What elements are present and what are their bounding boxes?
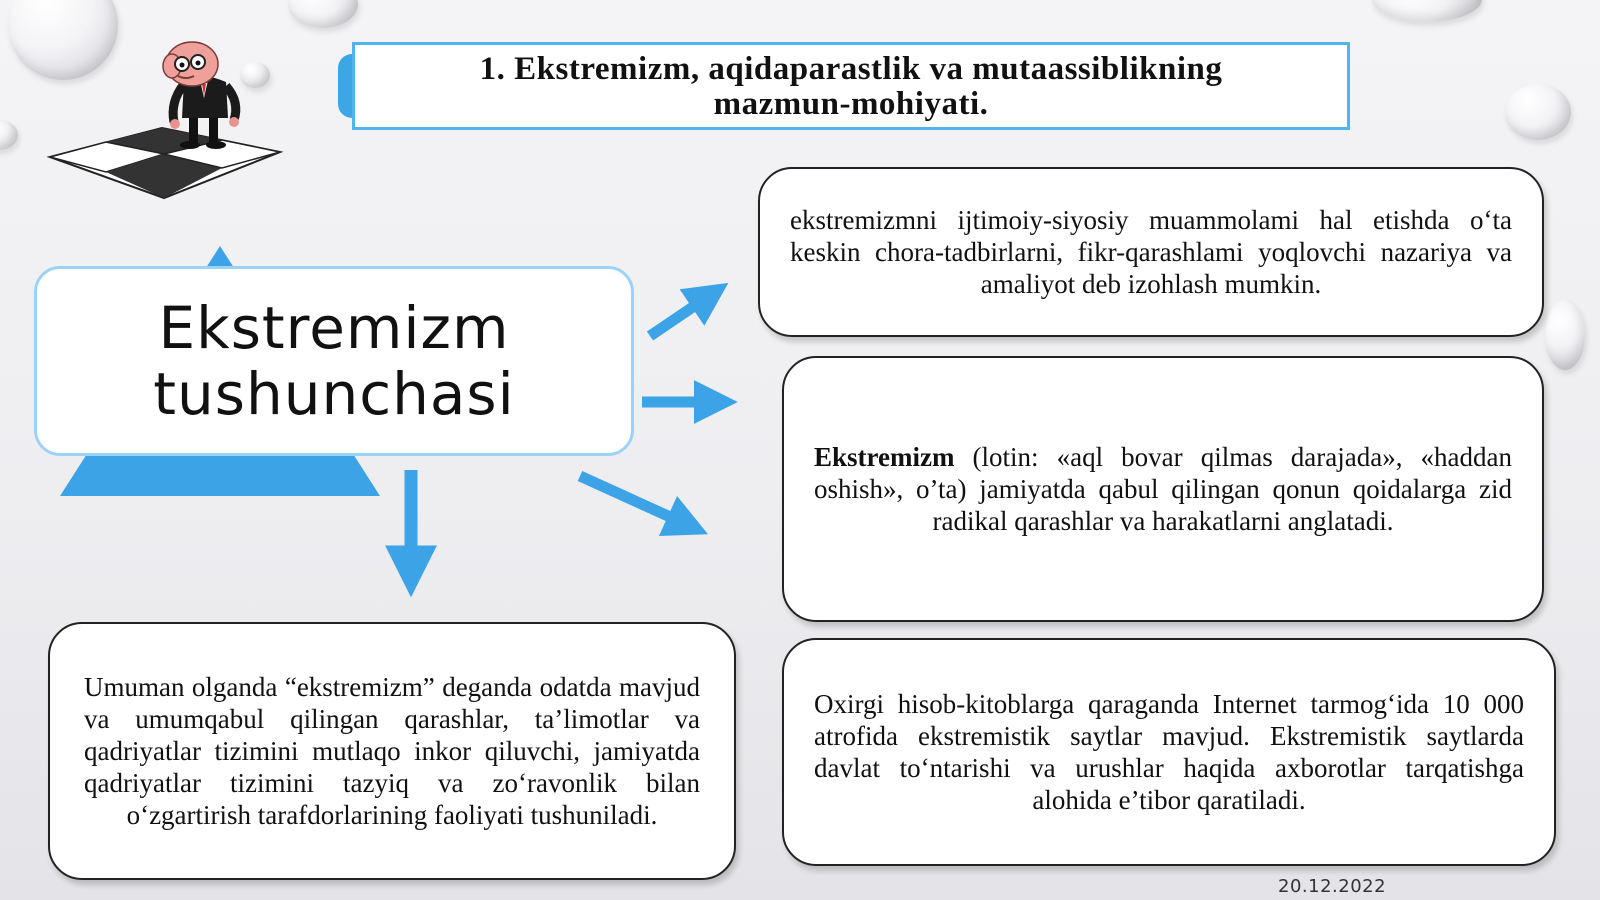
concept-title-line2: tushunchasi — [153, 360, 515, 428]
definition-term: Ekstremizm — [814, 442, 955, 472]
definition-box-bottom-left — [48, 622, 736, 880]
definition-box-top-right — [758, 167, 1544, 337]
statistic-box-bottom-right — [782, 638, 1556, 866]
definition-box-middle-right — [782, 356, 1544, 622]
definition-paragraph — [814, 441, 1512, 537]
slide-title-line1: 1. Ekstremizm, aqidaparastlik va mutaassiblikning — [479, 51, 1223, 87]
definition-text: (lotin: «aql bovar qilmas darajada», «haddan oshish», o’ta) jamiyatda qabul qilingan qonun qoidalarga zid radikal qarashlar va harakatlarni anglatadi. — [814, 442, 1512, 536]
statistic-text: Oxirgi hisob-kitoblarga qaraganda Internet tarmog‘ida 10 000 atrofida ekstremistik saytlar mavjud. Ekstremistik saytlarda davlat to‘ntarishi va urushlar haqida axborotlar tarqatishga alohida e’tibor qaratiladi. — [814, 689, 1524, 815]
slide-date: 20.12.2022 — [1278, 876, 1387, 897]
definition-text: ekstremizmni ijtimoiy-siyosiy muammolami hal etishda o‘ta keskin chora-tadbirlarni, fikr-qarashlami yoqlovchi nazariya va amaliyot deb izohlash mumkin. — [790, 205, 1512, 299]
arrow-down-right-icon — [580, 476, 690, 526]
definition-text: Umuman olganda “ekstremizm” deganda odatda mavjud va umumqabul qilingan qarashlar, ta’limotlar va qadriyatlar tizimini mutlaqo inkor qiluvchi, jamiyatda qadriyatlar tizimini tazyiq va zo‘ravonlik bilan o‘zgartirish tarafdorlarining faoliyati tushuniladi. — [84, 672, 700, 830]
slide-title-line2: mazmun-mohiyati. — [713, 86, 989, 122]
concept-title-line1: Ekstremizm — [158, 294, 510, 362]
arrow-up-right-icon — [650, 294, 712, 336]
